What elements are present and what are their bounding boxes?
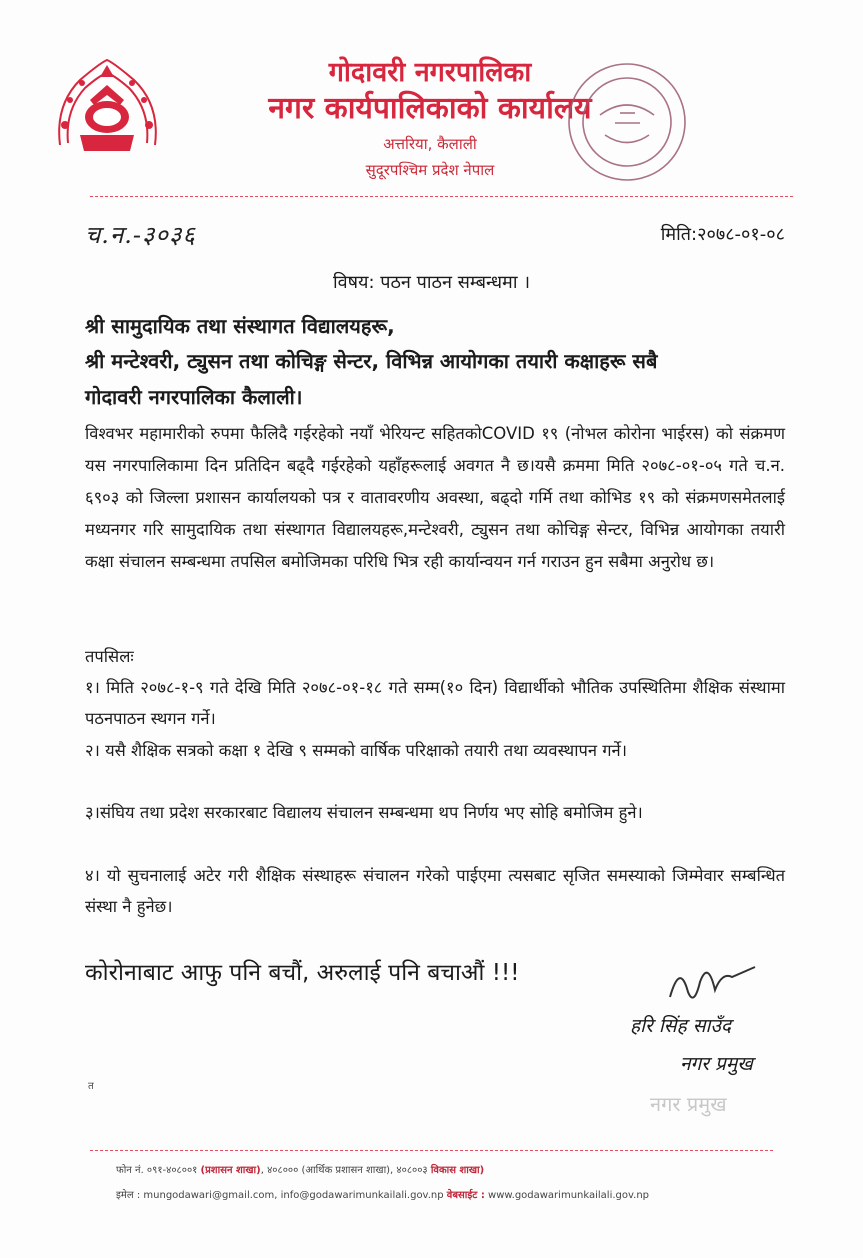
margin-mark: त: [88, 1081, 94, 1092]
list-item: ३।संघिय तथा प्रदेश सरकारबाट विद्यालय संचालन सम्बन्धमा थप निर्णय भए सोहि बमोजिम हुने।: [85, 803, 643, 822]
body-paragraph: विश्वभर महामारीको रुपमा फैलिदै गईरहेको नयाँ भेरियन्ट सहितकोCOVID १९ (नोभल कोरोना भाईरस) को संक्रमण यस नगरपालिकामा दिन प्रतिदिन बढ्दै गईरहेको यहाँहरूलाई अवगत नै छ।यसै क्रममा मिति २०७८-०१-०५ गते च.न. ६९०३ को जिल्ला प्रशासन कार्यालयको पत्र र वातावरणीय अवस्था, बढ्दो गर्मि तथा कोभिड १९ को संक्रमणसमेतलाई मध्यनगर गरि सामुदायिक तथा संस्थागत विद्यालयहरू,मन्टेश्वरी, ट्युसन तथा कोचिङ्ग सेन्टर, विभिन्न आयोगका तयारी कक्षा संचालन सम्बन्धमा तपसिल बमोजिमका परिधि भित्र रही कार्यान्वयन गर्न गराउन हुन सबैमा अनुरोध छ।: [85, 424, 785, 571]
footer-website: www.godawarimunkailali.gov.np: [488, 1190, 650, 1201]
footer-phone-mid: , ४०८००० (आर्थिक प्रशासन शाखा), ४०८००३: [260, 1165, 428, 1176]
signer-title: नगर प्रमुख: [680, 1053, 753, 1075]
reference-number: च.न.-३०३६: [85, 221, 196, 249]
addressee-line: गोदावरी नगरपालिका कैलाली।: [85, 385, 303, 409]
signature-icon: [660, 952, 770, 1012]
municipality-stamp-icon: [560, 55, 695, 190]
footer-phone-admin: (प्रशासन शाखा): [200, 1165, 261, 1176]
letter-date: मिति:२०७८-०१-०८: [660, 224, 785, 245]
list-item: २। यसै शैक्षिक सत्रको कक्षा १ देखि ९ सम्मको वार्षिक परिक्षाको तयारी तथा व्यवस्थापन गर्ने।: [85, 741, 627, 760]
footer-divider: [90, 1150, 773, 1151]
footer-website-label: वेबसाईट :: [446, 1190, 485, 1201]
footer-phone-prefix: फोन नं. ०९१-४०८००१: [116, 1165, 198, 1176]
faint-stamp: नगर प्रमुख: [650, 1092, 727, 1116]
addressee-line: श्री सामुदायिक तथा संस्थागत विद्यालयहरू,: [85, 314, 395, 338]
footer-contact: [116, 1187, 649, 1201]
footer-phone: [116, 1162, 484, 1176]
list-item: ४। यो सुचनालाई अटेर गरी शैक्षिक संस्थाहरू संचालन गरेको पाईएमा त्यसबाट सृजित समस्याको जिम्मेवार सम्बन्धित संस्था नै हुनेछ।: [85, 866, 785, 916]
municipality-name: गोदावरी नगरपालिका: [328, 57, 532, 88]
office-location: अत्तरिया, कैलाली: [383, 135, 477, 153]
letter-subject: विषय: पठन पाठन सम्बन्धमा ।: [332, 272, 531, 293]
office-name: नगर कार्यपालिकाको कार्यालय: [268, 91, 592, 126]
office-province: सुदूरपश्चिम प्रदेश नेपाल: [365, 161, 495, 179]
slogan: कोरोनाबाट आफु पनि बचौं, अरुलाई पनि बचाऔं !!!: [85, 960, 520, 986]
list-item: १। मिति २०७८-१-९ गते देखि मिति २०७८-०१-१८ गते सम्म(१० दिन) विद्यार्थीको भौतिक उपस्थितिमा शैक्षिक संस्थामा पठनपाठन स्थगन गर्ने।: [85, 678, 785, 728]
footer-email: इमेल : mungodawari@gmail.com, info@godawarimunkailali.gov.np: [116, 1190, 444, 1201]
details-label: तपसिलः: [85, 647, 134, 666]
footer-phone-dev: विकास शाखा): [430, 1165, 485, 1176]
signer-name: हरि सिंह साउँद: [630, 1015, 731, 1037]
nepal-emblem-icon: [50, 55, 165, 165]
header-divider: [90, 196, 793, 197]
addressee-line: श्री मन्टेश्वरी, ट्युसन तथा कोचिङ्ग सेन्टर, विभिन्न आयोगका तयारी कक्षाहरू सबै: [85, 349, 658, 373]
